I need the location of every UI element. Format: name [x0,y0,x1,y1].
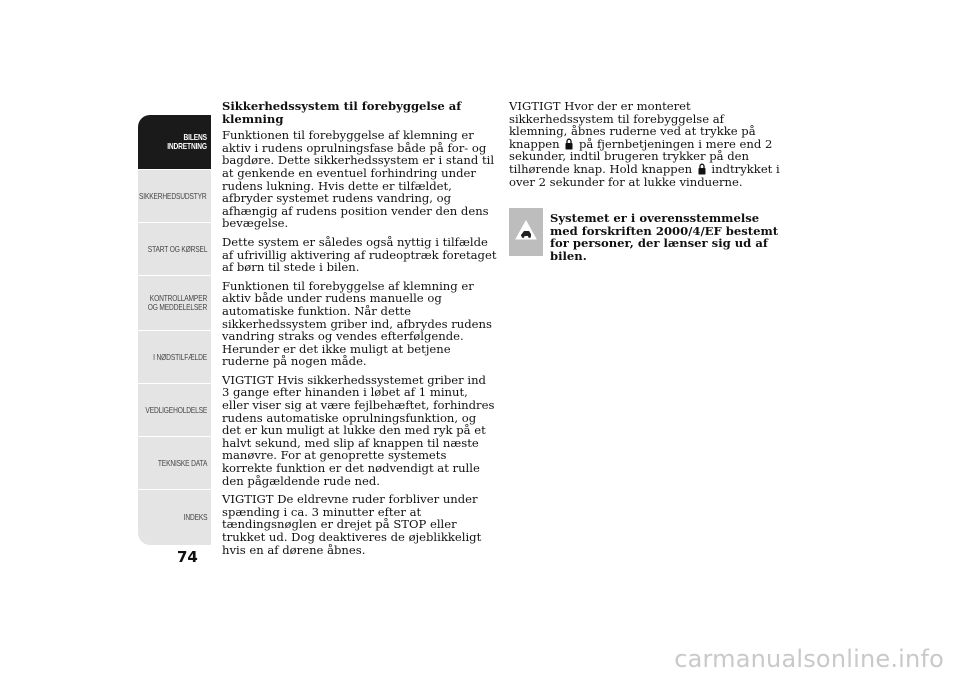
paragraph [509,100,784,188]
tab-label-line2: INDRETNING [167,141,207,151]
paragraph: VIGTIGT Hvis sikkerhedssystemet griber ind 3 gange efter hinanden i løbet af 1 minut, eller viser sig at være fejlbehæftet, forhindres rudens automatiske oprulningsfunktion, og det er kun muligt at lukke den med ryk på et halvt sekund, med slip af knappen til næste manøvre. For at genoprette systemets korrekte funktion er det nødvendigt at rulle den pågældende rude ned. [222,372,495,488]
warning-note [509,208,781,263]
warning-icon-box [509,208,543,256]
section-heading: Sikkerhedssystem til forebyggelse af klemning [222,99,462,126]
tab-label: VEDLIGEHOLDELSE [145,404,207,415]
left-column [222,100,497,562]
tab-label: TEKNISKE DATA [157,457,207,468]
tab-indeks[interactable] [138,490,211,545]
tab-bilens-indretning[interactable] [138,115,211,170]
tab-label [167,133,207,151]
tab-label-line2: OG MEDDELELSER [147,302,207,312]
tab-label [148,294,207,312]
paragraph: VIGTIGT De eldrevne ruder forbliver under spænding i ca. 3 minutter efter at tændingsnøglen er drejet på STOP eller trukket ud. Dog deaktiveres de øjeblikkeligt hvis en af dørene åbnes. [222,492,482,557]
watermark: carmanualsonline.info [674,645,944,673]
lock-icon [565,138,573,150]
tab-label-line1: KONTROLLAMPER [149,293,207,303]
warning-triangle-icon [515,220,537,240]
tab-sikkerhedsudstyr[interactable] [138,170,211,223]
paragraph-text: på fjernbetjeningen i mere end 2 sekunder, indtil brugeren trykker på den tilhørende knap. Hold knappen [509,136,773,176]
tab-start-og-korsel[interactable] [138,223,211,276]
paragraph-text: indtrykket i over 2 sekunder for at lukke vinduerne. [509,161,780,189]
tab-label-line1: BILENS [183,132,207,142]
paragraph: Dette system er således også nyttig i tilfælde af ufrivillig aktivering af rudeoptræk foretaget af børn til stede i bilen. [222,234,497,275]
page-number: 74 [177,548,198,566]
warning-text: Systemet er i overensstemmelse med forskriften 2000/4/EF bestemt for personer, der lænser sig ud af bilen. [550,211,779,263]
tab-i-nodstilfaelde[interactable] [138,331,211,384]
right-column [509,100,784,194]
tab-label: START OG KØRSEL [147,243,207,254]
paragraph: Funktionen til forebyggelse af klemning er aktiv både under rudens manuelle og automatiske funktion. Når dette sikkerhedssystem griber ind, afbrydes rudens vandring straks og vendes efterfølgende. Herunder er det ikke muligt at betjene ruderne på nogen måde. [222,278,492,369]
tab-label: INDEKS [183,512,207,522]
thumb-index-sidebar [138,115,211,545]
tab-vedligeholdelse[interactable] [138,384,211,437]
paragraph: Funktionen til forebyggelse af klemning er aktiv i rudens oprulningsfase både på for- og bagdøre. Dette sikkerhedssystem er i stand til at genkende en eventuel forhindring under rudens lukning. Hvis dette er tilfældet, afbryder systemet rudens vandring, og afhængig af rudens position vender den dens bevægelse. [222,128,495,231]
tab-label: SIKKERHEDSUDSTYR [139,190,207,201]
tab-kontrollamper[interactable] [138,276,211,331]
tab-tekniske-data[interactable] [138,437,211,490]
tab-label: I NØDSTILFÆLDE [153,351,207,362]
lock-icon [698,163,706,175]
paragraph-text: VIGTIGT Hvor der er monteret sikkerhedssystem til forebyggelse af klemning, åbnes ruderne ved at trykke på knappen [509,99,756,151]
